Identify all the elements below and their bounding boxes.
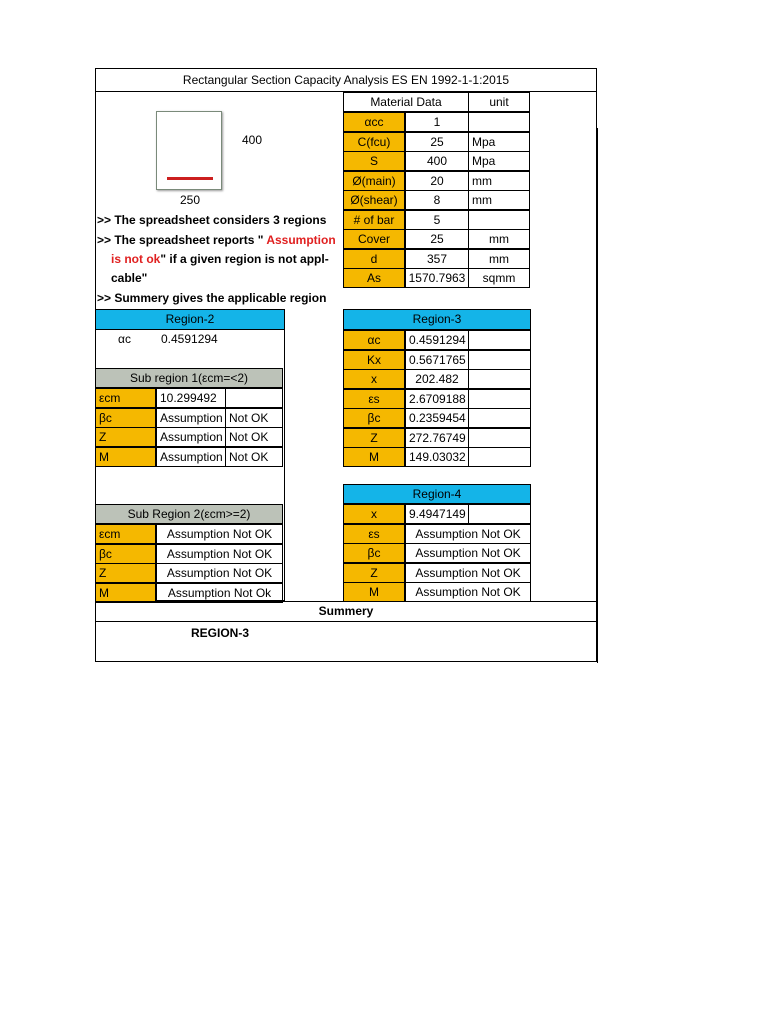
section-height-label: 400 — [242, 133, 263, 147]
sub2-label: Z — [95, 563, 156, 583]
region3-extra — [468, 330, 531, 350]
region4-value: Assumption Not OK — [405, 524, 531, 544]
sub1-extra: Not OK — [225, 427, 283, 447]
rebar-line — [167, 177, 213, 180]
region-2-ac-label: αc — [118, 332, 131, 346]
material-value: 8 — [405, 190, 469, 210]
region4-label: M — [343, 582, 405, 602]
region4-value: 9.4947149 — [405, 504, 469, 524]
material-header: Material Data — [343, 92, 469, 112]
region-2-header: Region-2 — [95, 309, 285, 330]
sub1-value: Assumption — [156, 408, 226, 428]
region4-value: Assumption Not OK — [405, 543, 531, 563]
note-line-3-highlight: is not ok — [111, 252, 161, 266]
region3-value: 0.5671765 — [405, 350, 469, 370]
region3-value: 202.482 — [405, 369, 469, 389]
sub1-value: Assumption — [156, 447, 226, 467]
region3-label: εs — [343, 389, 405, 409]
sub2-value: Assumption Not Ok — [156, 583, 283, 603]
right-border-line — [597, 128, 598, 663]
material-unit: Mpa — [468, 151, 530, 171]
sub2-label: βc — [95, 544, 156, 564]
sub2-value: Assumption Not OK — [156, 524, 283, 544]
note-line-2-text: >> The spreadsheet reports " — [97, 233, 267, 247]
region3-value: 272.76749 — [405, 428, 469, 448]
material-value: 20 — [405, 171, 469, 191]
region4-value: Assumption Not OK — [405, 563, 531, 583]
region-3-header: Region-3 — [343, 309, 531, 330]
sub1-value: Assumption — [156, 427, 226, 447]
section-diagram — [156, 111, 222, 190]
summary-header: Summery — [95, 601, 597, 622]
sub1-extra: Not OK — [225, 447, 283, 467]
material-label: Cover — [343, 229, 405, 249]
sub1-label: Z — [95, 427, 156, 447]
material-value: 25 — [405, 229, 469, 249]
sub2-label: M — [95, 583, 156, 603]
region3-label: βc — [343, 408, 405, 428]
sub1-label: εcm — [95, 388, 156, 408]
material-value: 1 — [405, 112, 469, 132]
sub1-label: βc — [95, 408, 156, 428]
material-unit: mm — [468, 229, 530, 249]
sub2-value: Assumption Not OK — [156, 563, 283, 583]
note-line-2-highlight: Assumption — [266, 233, 336, 247]
sub1-extra — [225, 388, 283, 408]
region4-extra — [468, 504, 531, 524]
sub1-label: M — [95, 447, 156, 467]
region3-value: 2.6709188 — [405, 389, 469, 409]
note-line-3 — [111, 250, 329, 269]
material-value: 25 — [405, 132, 469, 152]
region3-extra — [468, 428, 531, 448]
region4-label: x — [343, 504, 405, 524]
material-unit-header: unit — [468, 92, 530, 112]
region-2-ac-value: 0.4591294 — [161, 332, 218, 346]
region3-extra — [468, 369, 531, 389]
region3-extra — [468, 447, 531, 467]
region3-label: Z — [343, 428, 405, 448]
note-line-3-text: " if a given region is not appl- — [160, 252, 329, 266]
material-unit — [468, 210, 530, 230]
material-unit: mm — [468, 171, 530, 191]
material-label: d — [343, 249, 405, 269]
note-line-2 — [97, 231, 336, 250]
material-value: 1570.7963 — [405, 268, 469, 288]
region3-label: Kx — [343, 350, 405, 370]
sub-region-1-header: Sub region 1(εcm=<2) — [95, 368, 283, 388]
material-label: αcc — [343, 112, 405, 132]
sub2-label: εcm — [95, 524, 156, 544]
material-unit: mm — [468, 190, 530, 210]
region4-value: Assumption Not OK — [405, 582, 531, 602]
region3-label: αc — [343, 330, 405, 350]
material-label: Ø(main) — [343, 171, 405, 191]
region4-label: εs — [343, 524, 405, 544]
region-4-header: Region-4 — [343, 484, 531, 504]
sheet-title: Rectangular Section Capacity Analysis ES EN 1992-1-1:2015 — [95, 68, 597, 92]
sub1-extra: Not OK — [225, 408, 283, 428]
region3-value: 149.03032 — [405, 447, 469, 467]
material-label: S — [343, 151, 405, 171]
note-line-5: >> Summery gives the applicable region — [97, 291, 327, 305]
material-unit: sqmm — [468, 268, 530, 288]
sub-region-2-header: Sub Region 2(εcm>=2) — [95, 504, 283, 524]
region3-extra — [468, 350, 531, 370]
summary-result: REGION-3 — [191, 626, 250, 640]
region3-value: 0.4591294 — [405, 330, 469, 350]
region3-label: x — [343, 369, 405, 389]
material-label: # of bar — [343, 210, 405, 230]
region3-value: 0.2359454 — [405, 408, 469, 428]
sub1-value: 10.299492 — [156, 388, 226, 408]
material-unit — [468, 112, 530, 132]
region3-extra — [468, 408, 531, 428]
note-line-4: cable" — [111, 271, 148, 285]
capacity-sheet — [95, 68, 597, 662]
material-unit: Mpa — [468, 132, 530, 152]
sub2-value: Assumption Not OK — [156, 544, 283, 564]
region4-label: Z — [343, 563, 405, 583]
region4-label: βc — [343, 543, 405, 563]
section-width-label: 250 — [180, 193, 201, 207]
material-label: As — [343, 268, 405, 288]
material-value: 357 — [405, 249, 469, 269]
material-value: 5 — [405, 210, 469, 230]
material-unit: mm — [468, 249, 530, 269]
region3-extra — [468, 389, 531, 409]
material-value: 400 — [405, 151, 469, 171]
material-label: Ø(shear) — [343, 190, 405, 210]
material-label: C(fcu) — [343, 132, 405, 152]
note-line-1: >> The spreadsheet considers 3 regions — [97, 213, 327, 227]
region3-label: M — [343, 447, 405, 467]
